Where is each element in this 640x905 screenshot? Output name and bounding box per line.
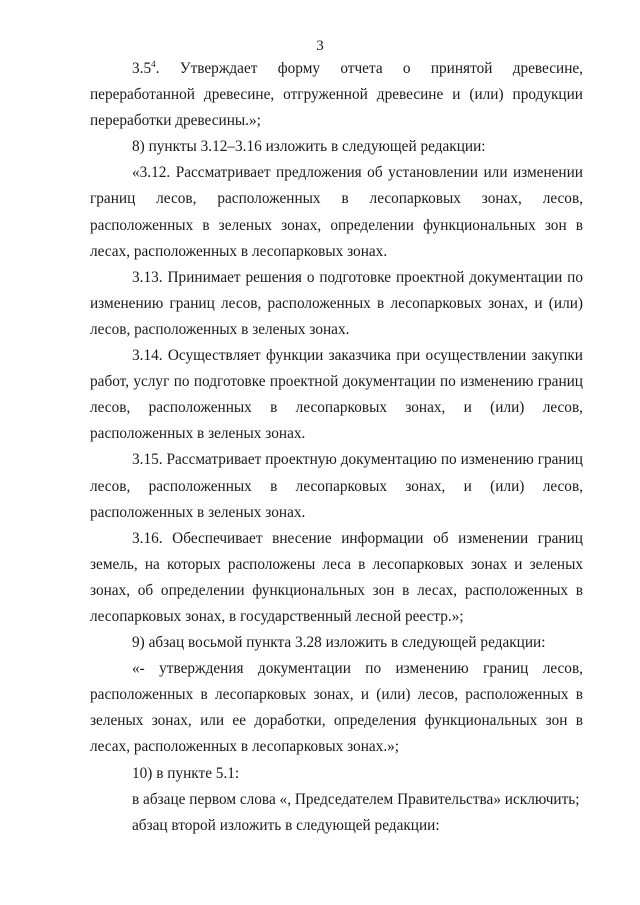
- clause-superscript: 4: [151, 58, 156, 69]
- page-number: 3: [316, 38, 324, 54]
- paragraph-3-13: 3.13. Принимает решения о подготовке проектной документации по изменению границ лесов, расположенных в лесопарковых зонах, и (или) лесов, расположенных в зеленых зонах.: [90, 268, 583, 338]
- paragraph-3-16: 3.16. Обеспечивает внесение информации об изменении границ земель, на которых расположены леса в лесопарковых зонах и зеленых зонах, об определении функциональных зон в лесах, расположенных в лесопарковых зонах, в государственный лесной реестр.»;: [90, 529, 583, 625]
- paragraph-3-14: 3.14. Осуществляет функции заказчика при осуществлении закупки работ, услуг по подготовке проектной документации по изменению границ лесов, расположенных в лесопарковых зонах, и (или) лесов, расположенных в зеленых зонах.: [90, 347, 583, 443]
- clause-number: 3.5: [132, 60, 152, 77]
- paragraph-item-9: 9) абзац восьмой пункта 3.28 изложить в следующей редакции:: [132, 634, 546, 652]
- paragraph-3-12: «3.12. Рассматривает предложения об установлении или изменении границ лесов, расположенных в лесопарковых зонах, лесов, расположенных в зеленых зонах, определении функциональных зон в лесах, расположенных в лесопарковых зонах.: [90, 164, 583, 260]
- paragraph-3-15: 3.15. Рассматривает проектную документацию по изменению границ лесов, расположенных в лесопарковых зонах, и (или) лесов, расположенных в зеленых зонах.: [90, 451, 583, 521]
- paragraph-text: . Утверждает форму отчета о принятой древесине, переработанной древесине, отгруженной древесине и (или) продукции переработки древесины.»;: [90, 60, 583, 130]
- paragraph-first-abzac: в абзаце первом слова «, Председателем Правительства» исключить;: [132, 790, 580, 808]
- document-body: [90, 56, 583, 839]
- paragraph-second-abzac: абзац второй изложить в следующей редакции:: [132, 816, 440, 834]
- paragraph-item-8: 8) пункты 3.12–3.16 изложить в следующей редакции:: [132, 138, 486, 156]
- paragraph-3-5-4: [90, 56, 583, 134]
- paragraph-quoted-amendment: «- утверждения документации по изменению границ лесов, расположенных в лесопарковых зонах, и (или) лесов, расположенных в зеленых зонах, или ее доработки, определения функциональных зон в лесах, расположенных в лесопарковых зонах.»;: [90, 660, 583, 756]
- paragraph-item-10: 10) в пункте 5.1:: [132, 764, 240, 782]
